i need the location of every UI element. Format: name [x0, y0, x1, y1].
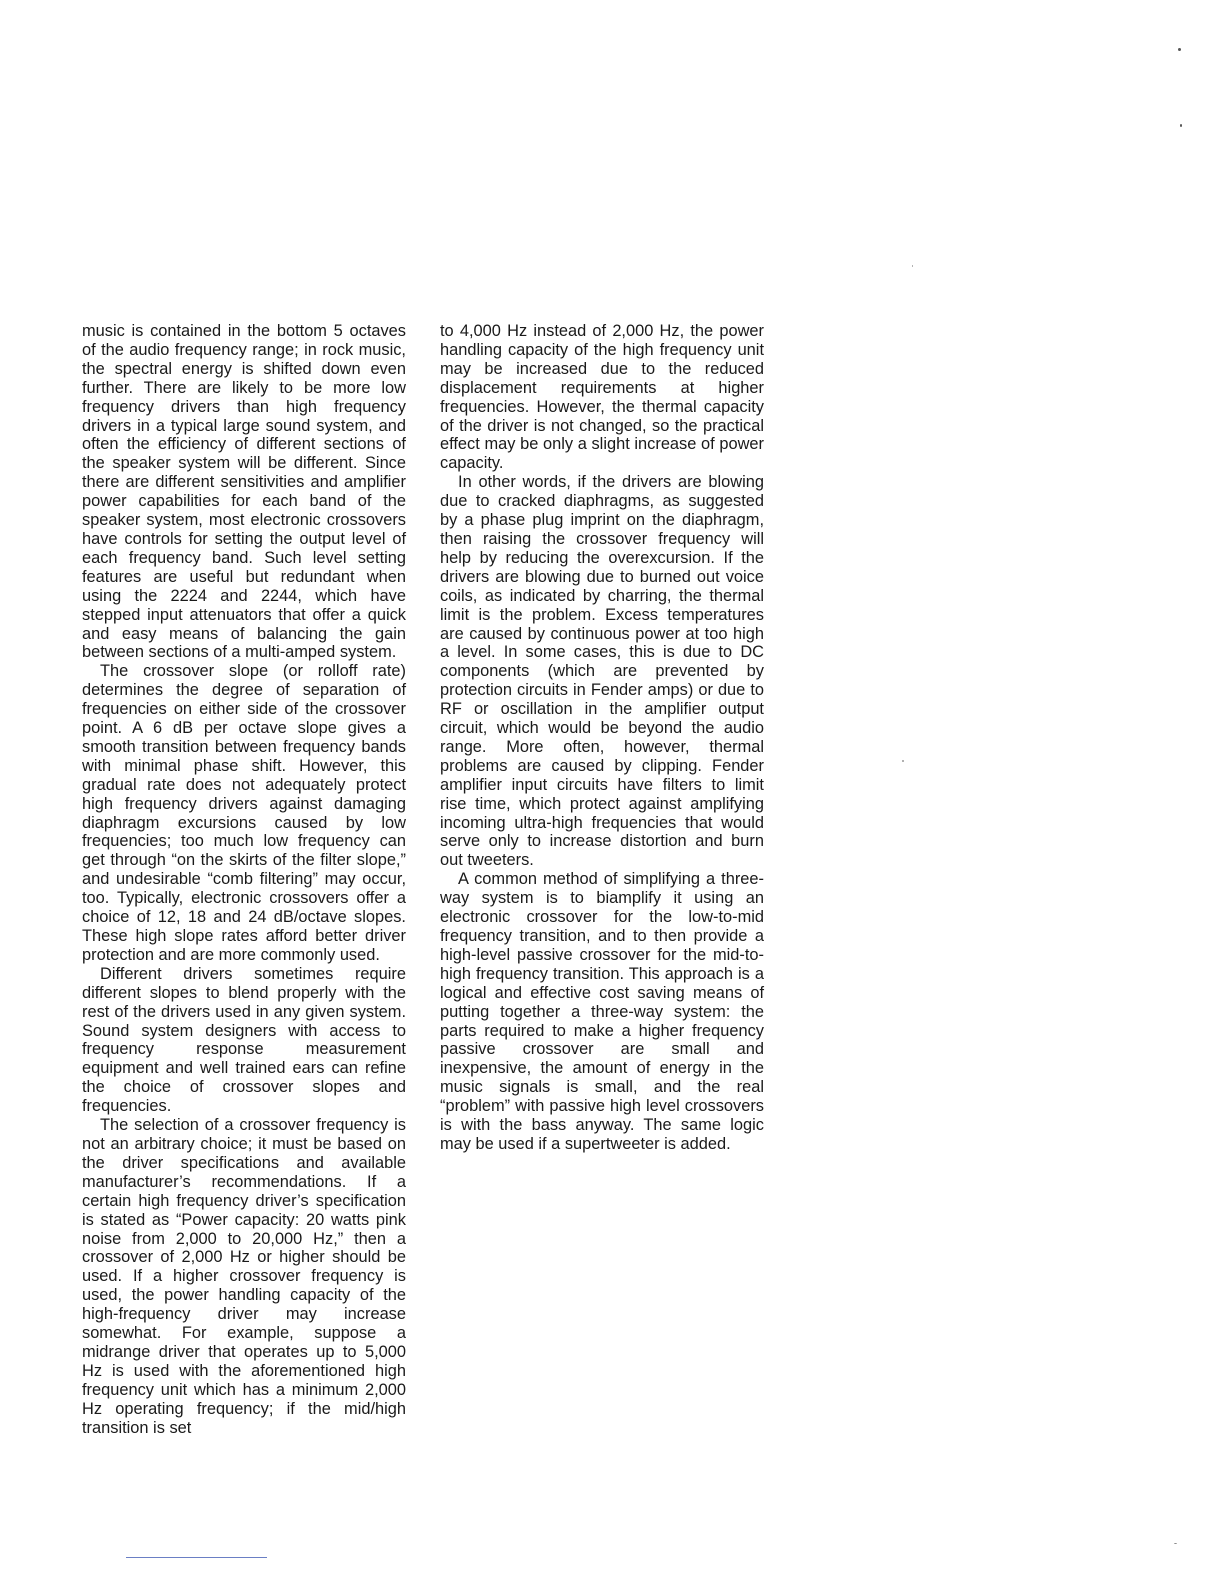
scan-speck — [1178, 48, 1181, 51]
right-text-column — [440, 322, 764, 1154]
bottom-rule — [126, 1557, 267, 1558]
paragraph: The crossover slope (or rolloff rate) determines the degree of separation of frequencies on either side of the crossover point. A 6 dB per octave slope gives a smooth transition between frequency bands with minimal phase shift. However, this gradual rate does not adequately protect high frequency drivers against damaging diaphragm excursions caused by low frequencies; too much low frequency can get through “on the skirts of the filter slope,” and undesirable “comb filtering” may occur, too. Typically, electronic crossovers offer a choice of 12, 18 and 24 dB/octave slopes. These high slope rates afford better driver protection and are more commonly used. — [82, 662, 406, 964]
paragraph: The selection of a crossover frequency is not an arbitrary choice; it must be based on the driver specifications and available manufacturer’s recommendations. If a certain high frequency driver’s specification is stated as “Power capacity: 20 watts pink noise from 2,000 to 20,000 Hz,” then a crossover of 2,000 Hz or higher should be used. If a higher crossover frequency is used, the power handling capacity of the high-frequency driver may increase somewhat. For example, suppose a midrange driver that operates up to 5,000 Hz is used with the aforementioned high frequency unit which has a minimum 2,000 Hz operating frequency; if the mid/high transition is set — [82, 1116, 406, 1437]
scan-speck — [1174, 1543, 1177, 1544]
paragraph: A common method of simplifying a three-way system is to biamplify it using an electronic crossover for the low-to-mid frequency transition, and to then provide a high-level passive crossover for the mid-to-high frequency transition. This approach is a logical and effective cost saving means of putting together a three-way system: the parts required to make a higher frequency passive crossover are small and inexpensive, the amount of energy in the music signals is small, and the real “problem” with passive high level crossovers is with the bass anyway. The same logic may be used if a supertweeter is added. — [440, 870, 764, 1153]
scan-speck — [902, 760, 904, 762]
scan-speck — [912, 265, 913, 267]
paragraph: to 4,000 Hz instead of 2,000 Hz, the power handling capacity of the high frequency unit may be increased due to the reduced displacement requirements at higher frequencies. However, the thermal capacity of the driver is not changed, so the practical effect may be only a slight increase of power capacity. — [440, 322, 764, 473]
paragraph: music is contained in the bottom 5 octaves of the audio frequency range; in rock music, the spectral energy is shifted down even further. There are likely to be more low frequency drivers than high frequency drivers in a typical large sound system, and often the efficiency of different sections of the speaker system will be different. Since there are different sensitivities and amplifier power capabilities for each band of the speaker system, most electronic crossovers have controls for setting the output level of each frequency band. Such level setting features are useful but redundant when using the 2224 and 2244, which have stepped input attenuators that offer a quick and easy means of balancing the gain between sections of a multi-amped system. — [82, 322, 406, 662]
paragraph: In other words, if the drivers are blowing due to cracked diaphragms, as suggested by a phase plug imprint on the diaphragm, then raising the crossover frequency will help by reducing the overexcursion. If the drivers are blowing due to burned out voice coils, as indicated by charring, the thermal limit is the problem. Excess temperatures are caused by continuous power at too high a level. In some cases, this is due to DC components (which are prevented by protection circuits in Fender amps) or due to RF or oscillation in the amplifier output circuit, which would be beyond the audio range. More often, however, thermal problems are caused by clipping. Fender amplifier input circuits have filters to limit rise time, which protect against amplifying incoming ultra-high frequencies that would serve only to increase distortion and burn out tweeters. — [440, 473, 764, 870]
paragraph: Different drivers sometimes require different slopes to blend properly with the rest of the drivers used in any given system. Sound system designers with access to frequency response measurement equipment and well trained ears can refine the choice of crossover slopes and frequencies. — [82, 964, 406, 1116]
left-text-column — [82, 322, 406, 1437]
scan-speck — [1180, 124, 1182, 127]
